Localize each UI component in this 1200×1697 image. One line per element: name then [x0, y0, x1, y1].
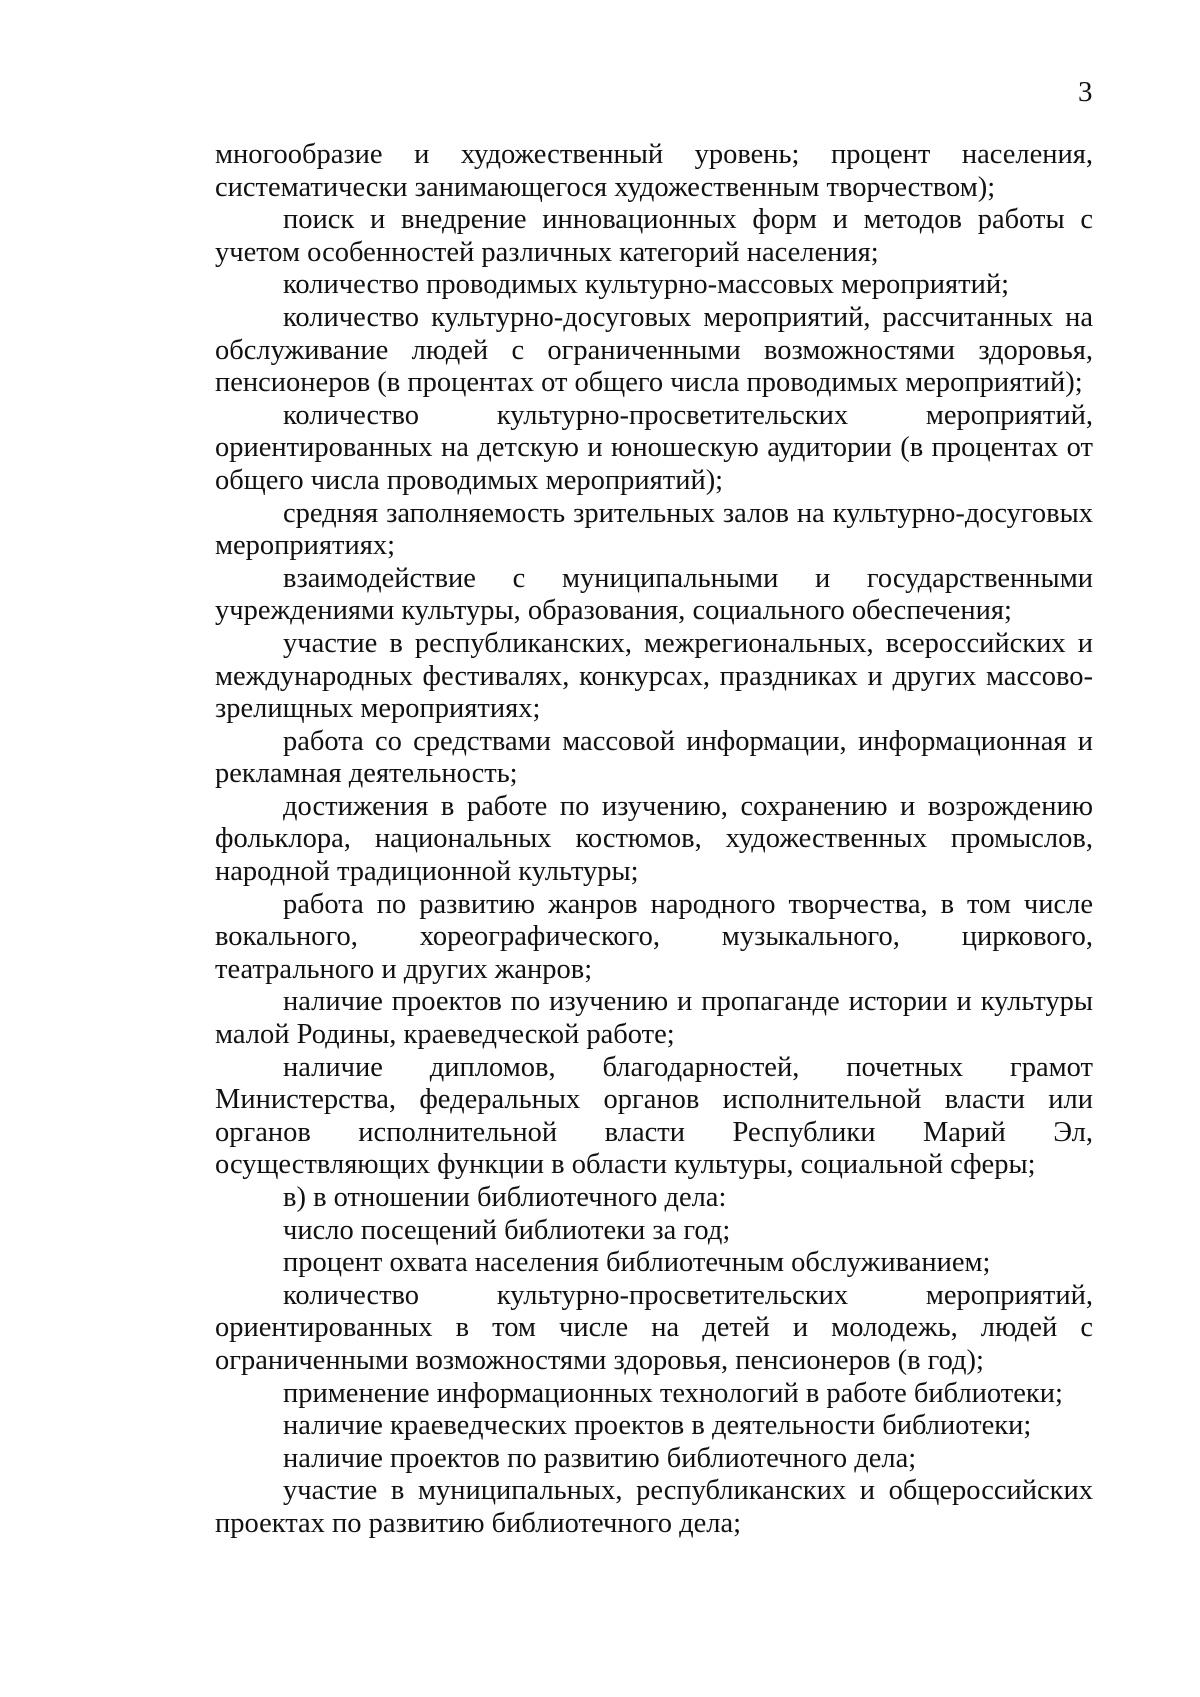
page-number: 3	[1078, 76, 1093, 108]
paragraph: количество проводимых культурно-массовых мероприятий;	[283, 269, 1010, 301]
paragraph: поиск и внедрение инновационных форм и методов работы с учетом особенностей различных категорий населения;	[215, 204, 1093, 268]
paragraph: процент охвата населения библиотечным обслуживанием;	[283, 1247, 991, 1279]
paragraph: взаимодействие с муниципальными и государственными учреждениями культуры, образования, социального обеспечения;	[215, 562, 1093, 627]
paragraph: участие в муниципальных, республиканских и общероссийских проектах по развитию библиотечного дела;	[215, 1475, 1093, 1539]
paragraph: многообразие и художественный уровень; процент населения, систематически занимающегося художественным творчеством);	[215, 139, 1093, 203]
paragraph: наличие краеведческих проектов в деятельности библиотеки;	[283, 1410, 1032, 1442]
paragraph: работа по развитию жанров народного творчества, в том числе вокального, хореографического, музыкального, циркового, театрального и других жанров;	[215, 888, 1093, 985]
paragraph: наличие проектов по развитию библиотечного дела;	[283, 1442, 917, 1474]
paragraph: применение информационных технологий в работе библиотеки;	[283, 1377, 1063, 1409]
paragraph: количество культурно-досуговых мероприятий, рассчитанных на обслуживание людей с ограниченными возможностями здоровья, пенсионеров (в процентах от общего числа проводимых мероприятий);	[215, 301, 1093, 399]
paragraph: работа со средствами массовой информации, информационная и рекламная деятельность;	[215, 725, 1093, 790]
paragraph: участие в республиканских, межрегиональных, всероссийских и международных фестивалях, конкурсах, праздниках и других массово-зрелищных мероприятиях;	[215, 627, 1093, 725]
paragraph: число посещений библиотеки за год;	[283, 1214, 731, 1246]
document-body	[215, 139, 1093, 1541]
section-subheading: в) в отношении библиотечного дела:	[283, 1182, 727, 1213]
paragraph: наличие дипломов, благодарностей, почетных грамот Министерства, федеральных органов исполнительной власти или органов исполнительной власти Республики Марий Эл, осуществляющих функции в области культуры, социальной сферы;	[215, 1051, 1093, 1181]
paragraph: средняя заполняемость зрительных залов на культурно-досуговых мероприятиях;	[215, 497, 1093, 562]
paragraph: количество культурно-просветительских мероприятий, ориентированных на детскую и юношескую аудитории (в процентах от общего числа проводимых мероприятий);	[215, 399, 1093, 496]
paragraph: наличие проектов по изучению и пропаганде истории и культуры малой Родины, краеведческой работе;	[215, 986, 1093, 1051]
paragraph: количество культурно-просветительских мероприятий, ориентированных в том числе на детей и молодежь, людей с ограниченными возможностями здоровья, пенсионеров (в год);	[215, 1279, 1093, 1376]
paragraph: достижения в работе по изучению, сохранению и возрождению фольклора, национальных костюмов, художественных промыслов, народной традиционной культуры;	[215, 790, 1093, 888]
